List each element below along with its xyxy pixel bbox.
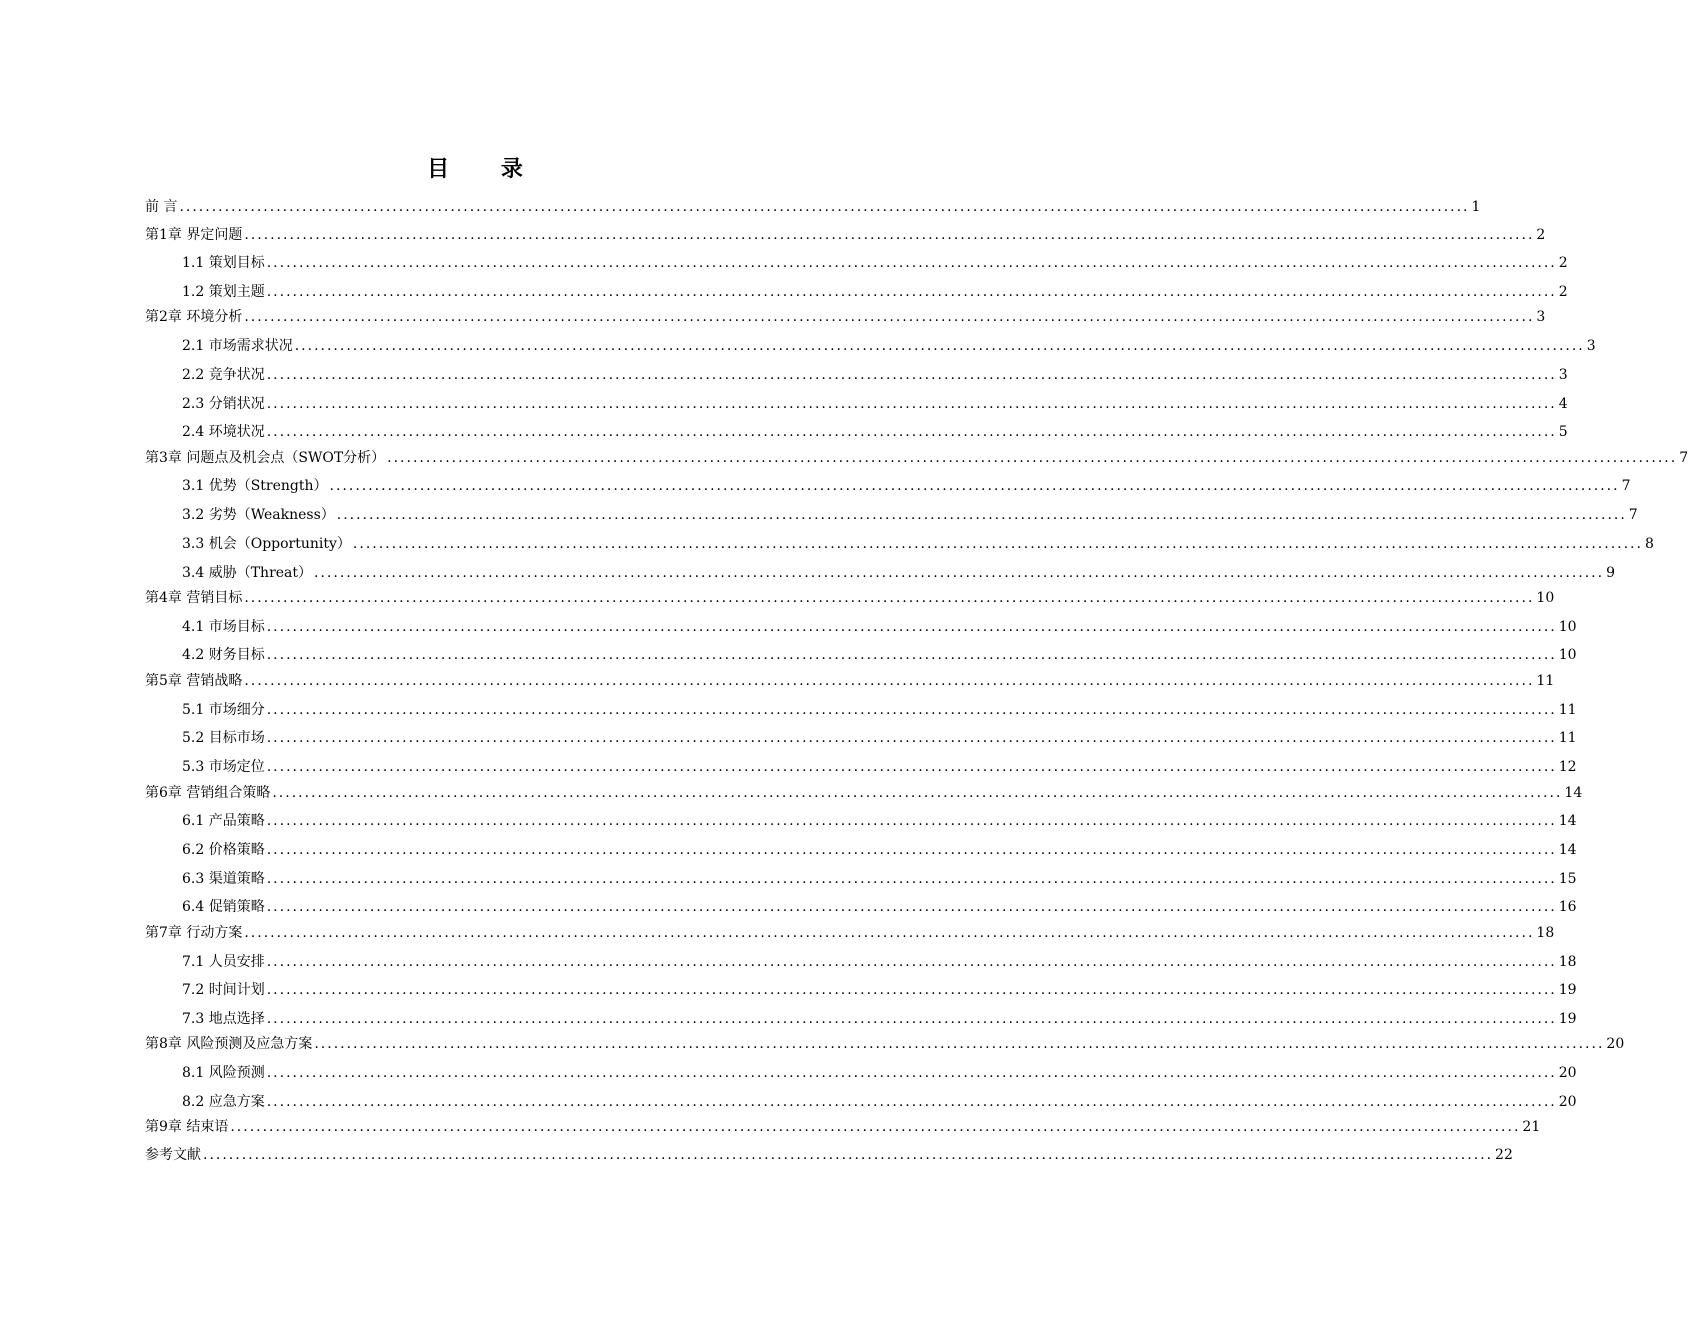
toc-entry-label: 第7章 行动方案 (145, 924, 243, 941)
toc-entry[interactable] (145, 980, 1577, 1000)
toc-entry-label: 5.2 目标市场 (182, 730, 265, 747)
toc-leader-dots: ........................................................................................................................................................................................................ (244, 309, 1535, 326)
toc-entry-label: 8.2 应急方案 (182, 1093, 265, 1110)
toc-entry-label: 2.2 竞争状况 (182, 366, 265, 383)
toc-entry[interactable] (145, 422, 1568, 442)
toc-entry-page: 10 (1558, 618, 1577, 635)
toc-leader-dots: ........................................................................................................................................................................................................ (266, 759, 1557, 775)
toc-entry[interactable] (145, 811, 1577, 831)
toc-leader-dots: ........................................................................................................................................................................................................ (266, 283, 1557, 300)
toc-entry-page: 7 (1679, 449, 1688, 466)
toc-entry-label: 第4章 营销目标 (145, 590, 243, 606)
toc-entry-page: 15 (1558, 870, 1577, 887)
toc-leader-dots: ........................................................................................................................................................................................................ (266, 701, 1557, 718)
toc-entry[interactable] (145, 645, 1577, 665)
toc-entry-label: 2.1 市场需求状况 (182, 338, 293, 355)
toc-entry-page: 12 (1558, 759, 1577, 775)
toc-entry[interactable] (145, 897, 1577, 917)
toc-entry-label: 1.2 策划主题 (182, 283, 265, 300)
toc-entry-page: 19 (1558, 982, 1577, 999)
toc-entry-page: 19 (1558, 1010, 1577, 1027)
toc-entry-label: 3.3 机会（Opportunity） (182, 535, 351, 552)
toc-leader-dots: ........................................................................................................................................................................................................ (266, 841, 1557, 858)
toc-entry-page: 11 (1558, 730, 1577, 747)
toc-entry-label: 第3章 问题点及机会点（SWOT分析） (145, 449, 386, 466)
toc-entry[interactable] (145, 728, 1577, 748)
toc-entry-label: 第2章 环境分析 (145, 309, 243, 326)
toc-leader-dots: ........................................................................................................................................................................................................ (387, 449, 1678, 466)
toc-entry[interactable] (145, 1063, 1577, 1083)
toc-entry[interactable] (145, 197, 1481, 217)
toc-entry[interactable] (145, 952, 1577, 972)
toc-entry-label: 1.1 策划目标 (182, 255, 265, 272)
toc-entry-page: 14 (1558, 813, 1577, 830)
toc-entry[interactable] (145, 448, 1688, 468)
toc-entry[interactable] (145, 1092, 1577, 1112)
toc-leader-dots: ........................................................................................................................................................................................................ (294, 338, 1585, 355)
toc-entry-label: 参考文献 (145, 1146, 201, 1163)
toc-leader-dots: ........................................................................................................................................................................................................ (329, 478, 1620, 495)
toc-entry[interactable] (145, 923, 1555, 943)
toc-entry-label: 3.2 劣势（Weakness） (182, 507, 335, 524)
toc-leader-dots: ........................................................................................................................................................................................................ (266, 1010, 1557, 1027)
toc-leader-dots: ........................................................................................................................................................................................................ (244, 924, 1535, 941)
toc-entry-page: 10 (1558, 647, 1577, 664)
toc-entry[interactable] (145, 757, 1577, 777)
toc-entry-label: 6.2 价格策略 (182, 841, 265, 858)
toc-leader-dots: ........................................................................................................................................................................................................ (266, 899, 1557, 916)
toc-leader-dots: ........................................................................................................................................................................................................ (266, 618, 1557, 635)
toc-entry-page: 7 (1621, 478, 1631, 495)
toc-entry-page: 18 (1558, 953, 1577, 970)
toc-entry[interactable] (145, 671, 1555, 691)
toc-entry-label: 7.1 人员安排 (182, 953, 265, 970)
toc-entry[interactable] (145, 1034, 1625, 1054)
toc-entry-page: 1 (1471, 199, 1481, 215)
toc-entry[interactable] (145, 365, 1568, 385)
toc-entry-label: 第5章 营销战略 (145, 672, 243, 689)
toc-entry-label: 7.2 时间计划 (182, 982, 265, 999)
toc-entry[interactable] (145, 336, 1596, 356)
page-title: 目 录 (427, 157, 545, 182)
toc-entry[interactable] (145, 476, 1631, 496)
toc-leader-dots: ........................................................................................................................................................................................................ (314, 564, 1605, 581)
toc-entry-page: 5 (1558, 424, 1568, 441)
toc-leader-dots: ........................................................................................................................................................................................................ (203, 1146, 1494, 1163)
toc-entry[interactable] (145, 1009, 1577, 1029)
toc-leader-dots: ........................................................................................................................................................................................................ (266, 730, 1557, 747)
toc-entry[interactable] (145, 282, 1568, 302)
toc-leader-dots: ........................................................................................................................................................................................................ (266, 424, 1557, 441)
toc-entry-page: 2 (1558, 283, 1568, 300)
toc-entry[interactable] (145, 1145, 1513, 1165)
toc-leader-dots: ........................................................................................................................................................................................................ (266, 953, 1557, 970)
toc-entry-page: 20 (1558, 1065, 1577, 1082)
toc-leader-dots: ........................................................................................................................................................................................................ (266, 982, 1557, 999)
toc-leader-dots: ........................................................................................................................................................................................................ (230, 1119, 1521, 1136)
toc-entry-page: 11 (1536, 672, 1555, 689)
toc-entry-label: 6.4 促销策略 (182, 899, 265, 916)
toc-leader-dots: ........................................................................................................................................................................................................ (352, 535, 1643, 552)
toc-entry[interactable] (145, 783, 1583, 803)
toc-entry-page: 9 (1606, 564, 1615, 581)
toc-leader-dots: ........................................................................................................................................................................................................ (266, 647, 1557, 664)
toc-entry[interactable] (145, 588, 1555, 608)
toc-leader-dots: ........................................................................................................................................................................................................ (266, 870, 1557, 887)
toc-entry-label: 8.1 风险预测 (182, 1065, 265, 1082)
toc-entry-page: 11 (1558, 701, 1577, 718)
toc-entry-page: 20 (1558, 1093, 1577, 1110)
toc-entry-page: 2 (1536, 226, 1546, 243)
toc-leader-dots: ........................................................................................................................................................................................................ (266, 255, 1557, 272)
toc-leader-dots: ........................................................................................................................................................................................................ (244, 672, 1535, 689)
toc-entry-page: 22 (1495, 1146, 1513, 1163)
toc-entry-page: 2 (1558, 255, 1568, 272)
toc-entry[interactable] (145, 700, 1577, 720)
toc-entry-page: 8 (1644, 535, 1654, 552)
toc-leader-dots: ........................................................................................................................................................................................................ (336, 507, 1627, 524)
toc-entry-label: 第8章 风险预测及应急方案 (145, 1036, 313, 1053)
toc-leader-dots: ........................................................................................................................................................................................................ (266, 1065, 1557, 1082)
toc-leader-dots: ........................................................................................................................................................................................................ (244, 590, 1535, 606)
toc-entry-label: 第6章 营销组合策略 (145, 784, 271, 801)
toc-entry-page: 3 (1536, 309, 1546, 326)
toc-entry-label: 4.1 市场目标 (182, 618, 265, 635)
toc-entry-page: 21 (1522, 1119, 1541, 1136)
toc-entry[interactable] (145, 840, 1577, 860)
toc-leader-dots: ........................................................................................................................................................................................................ (266, 395, 1557, 412)
toc-leader-dots: ........................................................................................................................................................................................................ (244, 226, 1535, 243)
toc-entry[interactable] (145, 534, 1654, 554)
toc-entry-label: 5.3 市场定位 (182, 759, 265, 775)
toc-leader-dots: ........................................................................................................................................................................................................ (314, 1036, 1605, 1053)
toc-entry-label: 2.3 分销状况 (182, 395, 265, 412)
toc-entry[interactable] (145, 617, 1577, 637)
toc-entry-page: 16 (1558, 899, 1577, 916)
toc-entry[interactable] (145, 253, 1568, 273)
toc-entry-label: 7.3 地点选择 (182, 1010, 265, 1027)
toc-leader-dots: ........................................................................................................................................................................................................ (266, 813, 1557, 830)
toc-leader-dots: ........................................................................................................................................................................................................ (266, 1093, 1557, 1110)
toc-entry[interactable] (145, 563, 1615, 583)
toc-entry-label: 2.4 环境状况 (182, 424, 265, 441)
toc-entry-label: 第9章 结束语 (145, 1119, 229, 1136)
toc-entry-page: 10 (1536, 590, 1555, 606)
toc-entry-label: 6.1 产品策略 (182, 813, 265, 830)
toc-leader-dots: ........................................................................................................................................................................................................ (179, 199, 1470, 215)
toc-entry[interactable] (145, 869, 1577, 889)
toc-leader-dots: ........................................................................................................................................................................................................ (266, 366, 1557, 383)
toc-entry-page: 3 (1558, 366, 1568, 383)
toc-entry-page: 14 (1564, 784, 1583, 801)
toc-entry[interactable] (145, 1117, 1541, 1137)
toc-entry-label: 5.1 市场细分 (182, 701, 265, 718)
toc-entry-label: 3.1 优势（Strength） (182, 478, 328, 495)
toc-entry-page: 18 (1536, 924, 1555, 941)
toc-entry-label: 4.2 财务目标 (182, 647, 265, 664)
toc-leader-dots: ........................................................................................................................................................................................................ (272, 784, 1563, 801)
toc-entry-page: 4 (1558, 395, 1568, 412)
toc-entry[interactable] (145, 505, 1638, 525)
toc-entry-page: 3 (1586, 338, 1596, 355)
toc-entry-label: 第1章 界定问题 (145, 226, 243, 243)
toc-entry[interactable] (145, 225, 1546, 245)
toc-entry-page: 14 (1558, 841, 1577, 858)
toc-entry-label: 3.4 威胁（Threat） (182, 564, 313, 581)
toc-entry-page: 7 (1628, 507, 1638, 524)
toc-entry-label: 前 言 (145, 199, 178, 215)
toc-entry[interactable] (145, 394, 1568, 414)
toc-entry-label: 6.3 渠道策略 (182, 870, 265, 887)
toc-entry[interactable] (145, 307, 1546, 327)
toc-entry-page: 20 (1606, 1036, 1625, 1053)
